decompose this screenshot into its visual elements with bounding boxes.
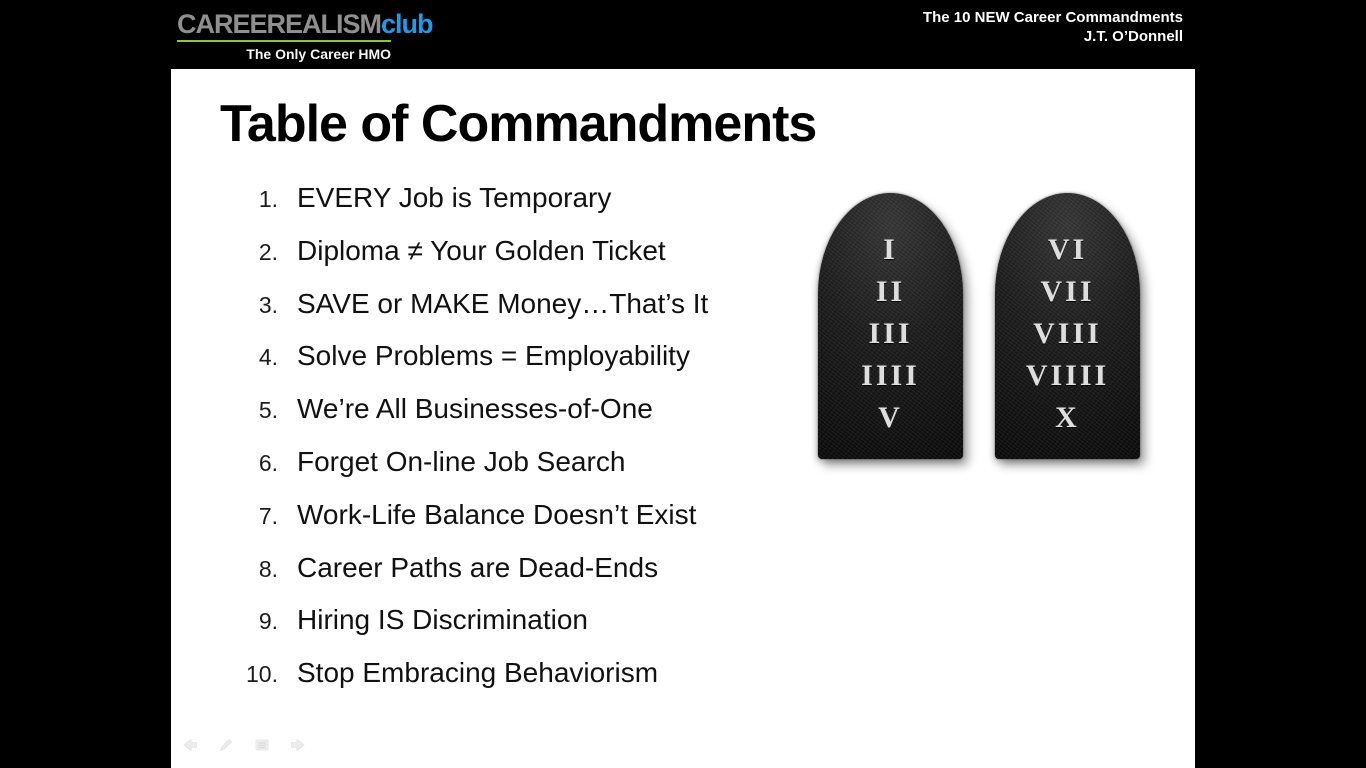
stone-tablets-graphic xyxy=(818,193,1140,459)
tablet-numeral: V xyxy=(878,401,903,434)
deck-author: J.T. O’Donnell xyxy=(1083,28,1183,45)
logo-brand-main: CAREEREALISM xyxy=(177,9,382,39)
item-number: 9. xyxy=(258,608,278,635)
deck-title: The 10 NEW Career Commandments xyxy=(922,9,1183,26)
item-number: 6. xyxy=(258,449,278,476)
tablet-numeral: IIII xyxy=(861,359,920,392)
commandments-list xyxy=(231,172,708,700)
tablet-numeral: III xyxy=(868,317,913,350)
list-item xyxy=(231,225,708,278)
item-text: Career Paths are Dead-Ends xyxy=(297,551,659,583)
item-number: 7. xyxy=(258,502,278,529)
tablet-numeral: X xyxy=(1055,401,1080,434)
list-item xyxy=(231,542,708,595)
careerealism-logo xyxy=(177,9,433,62)
item-number: 4. xyxy=(258,344,278,371)
item-text: EVERY Job is Temporary xyxy=(297,182,612,213)
item-number: 8. xyxy=(258,555,278,582)
item-text: Work-Life Balance Doesn’t Exist xyxy=(297,498,697,530)
item-text: SAVE or MAKE Money…That’s It xyxy=(297,287,709,319)
list-item xyxy=(231,172,708,225)
list-item xyxy=(231,647,708,700)
item-number: 10. xyxy=(246,661,278,688)
item-text: Forget On-line Job Search xyxy=(297,445,626,477)
pen-icon xyxy=(217,736,235,754)
deck-meta xyxy=(923,8,1183,46)
slide-menu-button[interactable] xyxy=(252,735,272,755)
list-item xyxy=(231,594,708,647)
back-arrow-icon xyxy=(181,736,199,754)
pen-tool-button[interactable] xyxy=(216,735,236,755)
item-number: 1. xyxy=(258,186,278,212)
item-number: 3. xyxy=(258,291,278,318)
logo-underline xyxy=(177,40,391,42)
item-text: Stop Embracing Behaviorism xyxy=(297,657,659,689)
item-text: Solve Problems = Employability xyxy=(297,340,690,372)
list-item xyxy=(231,330,708,383)
tablet-numeral: VI xyxy=(1047,233,1088,266)
list-item xyxy=(231,489,708,542)
forward-arrow-icon xyxy=(289,736,307,754)
logo-brand-suffix: club xyxy=(381,9,433,39)
logo-wordmark xyxy=(177,9,433,39)
next-slide-button[interactable] xyxy=(288,735,308,755)
list-item xyxy=(231,278,708,331)
tablet-numeral: VIIII xyxy=(1025,359,1110,392)
tablet-numeral: VIII xyxy=(1033,317,1102,350)
tablet-numeral: VII xyxy=(1040,275,1095,308)
slide-canvas xyxy=(171,69,1195,768)
tablet-numeral: II xyxy=(875,275,906,308)
item-text: Hiring IS Discrimination xyxy=(297,604,588,636)
slide-title: Table of Commandments xyxy=(220,95,817,153)
previous-slide-button[interactable] xyxy=(180,735,200,755)
item-number: 5. xyxy=(258,397,278,424)
slide-menu-icon xyxy=(253,736,271,754)
tablet-numeral: I xyxy=(883,233,898,266)
presenter-nav-controls xyxy=(180,735,308,755)
stone-tablet-left xyxy=(818,193,963,459)
list-item xyxy=(231,383,708,436)
stone-tablet-right xyxy=(995,193,1140,459)
item-number: 2. xyxy=(258,238,278,265)
logo-tagline: The Only Career HMO xyxy=(246,46,391,62)
item-text: We’re All Businesses-of-One xyxy=(297,393,653,425)
item-text: Diploma ≠ Your Golden Ticket xyxy=(297,234,666,266)
list-item xyxy=(231,436,708,489)
